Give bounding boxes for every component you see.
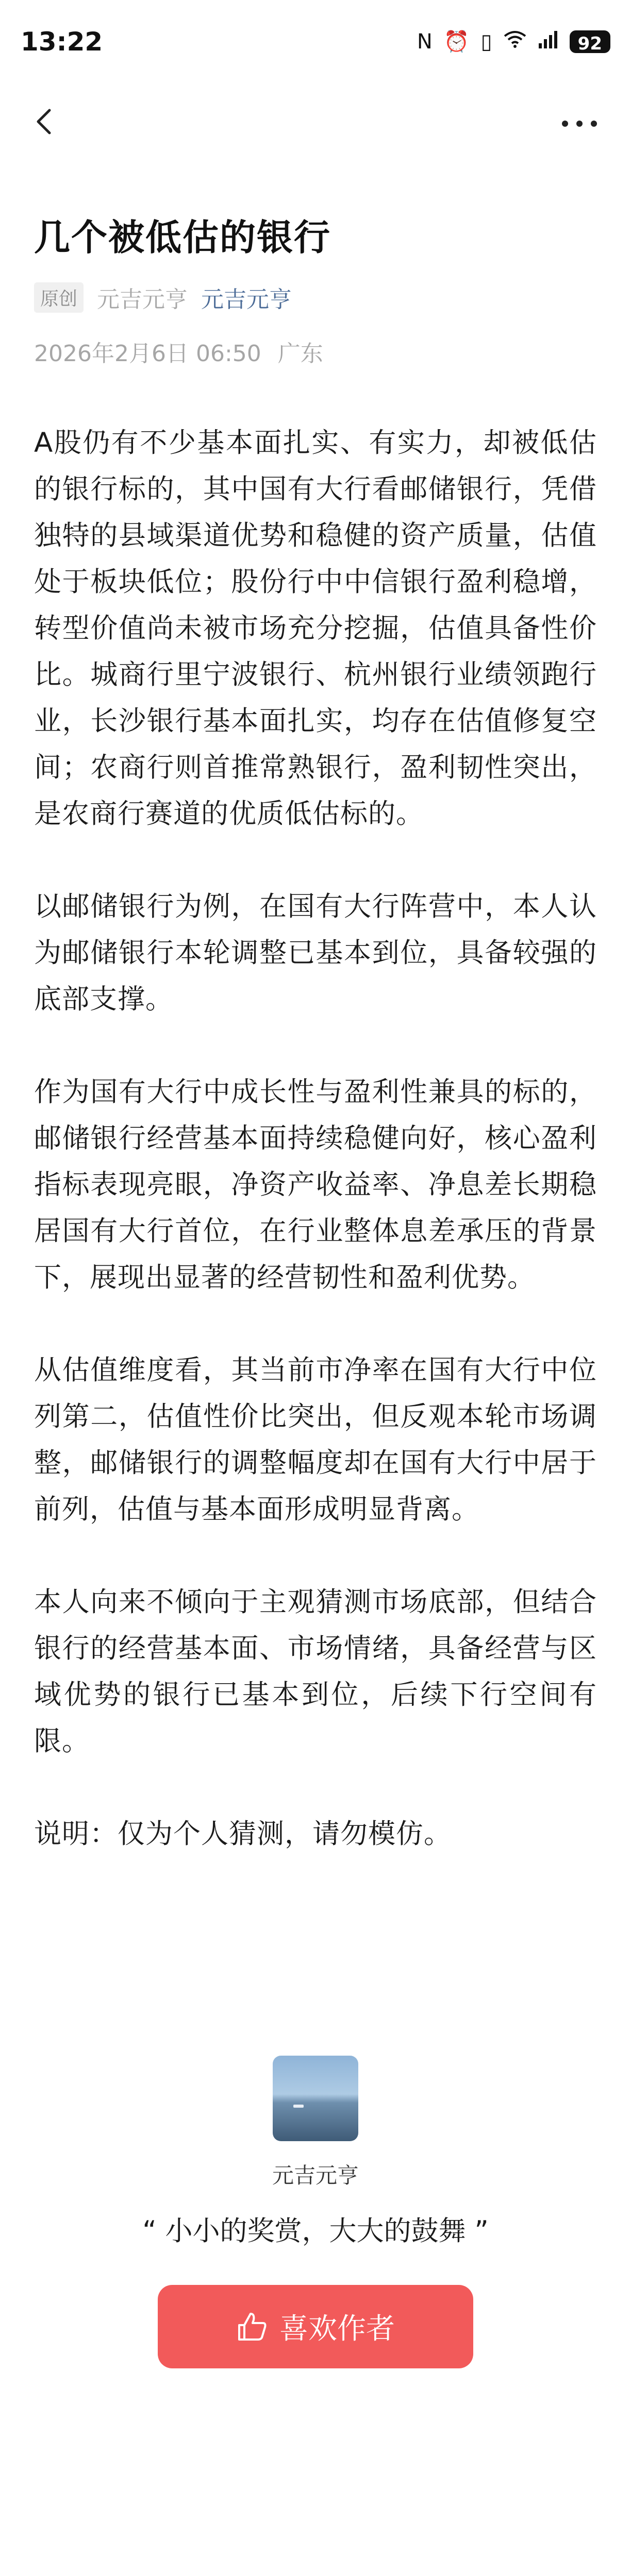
reward-quote: “ 小小的奖赏，大大的鼓舞 ” <box>142 2215 489 2247</box>
status-time: 13:22 <box>21 27 103 57</box>
publish-date: 2026年2月6日 06:50 <box>34 341 261 367</box>
status-icons <box>417 29 610 55</box>
like-author-button[interactable] <box>158 2285 473 2368</box>
article-paragraph: 以邮储银行为例，在国有大行阵营中，本人认为邮储银行本轮调整已基本到位，具备较强的底部支撑。 <box>34 891 597 1015</box>
publish-location: 广东 <box>277 341 323 367</box>
alarm-icon: ⏰ <box>443 30 470 54</box>
article-title: 几个被低估的银行 <box>34 216 331 259</box>
like-author-label: 喜欢作者 <box>279 2312 395 2346</box>
vibrate-icon: ▯ <box>480 30 492 54</box>
article-paragraph: A股仍有不少基本面扎实、有实力，却被低估的银行标的，其中国有大行看邮储银行，凭借独特的县域渠道优势和稳健的资产质量，估值处于板块低位；股份行中中信银行盈利稳增，转型价值尚未被市场充分挖掘，估值具备性价比。城商行里宁波银行、杭州银行业绩领跑行业，长沙银行基本面扎实，均存在估值修复空间；农商行则首推常熟银行，盈利韧性突出，是农商行赛道的优质低估标的。 <box>34 427 597 829</box>
wifi-icon <box>504 29 526 55</box>
thumbs-up-icon <box>236 2311 268 2343</box>
more-options-icon[interactable] <box>559 113 600 134</box>
author-label: 元吉元亨 <box>97 286 188 313</box>
article-meta <box>34 281 292 314</box>
status-bar <box>0 0 631 93</box>
back-arrow-icon[interactable] <box>30 106 61 137</box>
original-badge: 原创 <box>34 282 84 313</box>
account-link[interactable]: 元吉元亨 <box>201 286 292 313</box>
nfc-icon: N <box>417 30 433 54</box>
article-paragraph: 从估值维度看，其当前市净率在国有大行中位列第二，估值性价比突出，但反观本轮市场调整，邮储银行的调整幅度却在国有大行中居于前列，估值与基本面形成明显背离。 <box>34 1354 597 1525</box>
signal-icon <box>538 29 558 55</box>
article-paragraph: 本人向来不倾向于主观猜测市场底部，但结合银行的经营基本面、市场情绪，具备经营与区域优势的银行已基本到位，后续下行空间有限。 <box>34 1586 597 1757</box>
author-avatar[interactable] <box>273 2056 358 2141</box>
disclaimer-paragraph: 说明：仅为个人猜测，请勿模仿。 <box>34 1818 452 1850</box>
top-nav <box>0 93 631 160</box>
author-card-name: 元吉元亨 <box>272 2163 359 2188</box>
author-card <box>0 2056 631 2346</box>
article-body <box>34 420 597 1857</box>
article-paragraph: 作为国有大行中成长性与盈利性兼具的标的，邮储银行经营基本面持续稳健向好，核心盈利指标表现亮眼，净资产收益率、净息差长期稳居国有大行首位，在行业整体息差承压的背景下，展现出显著的经营韧性和盈利优势。 <box>34 1076 597 1293</box>
publish-info <box>34 335 323 368</box>
battery-indicator: 92 <box>570 30 610 53</box>
